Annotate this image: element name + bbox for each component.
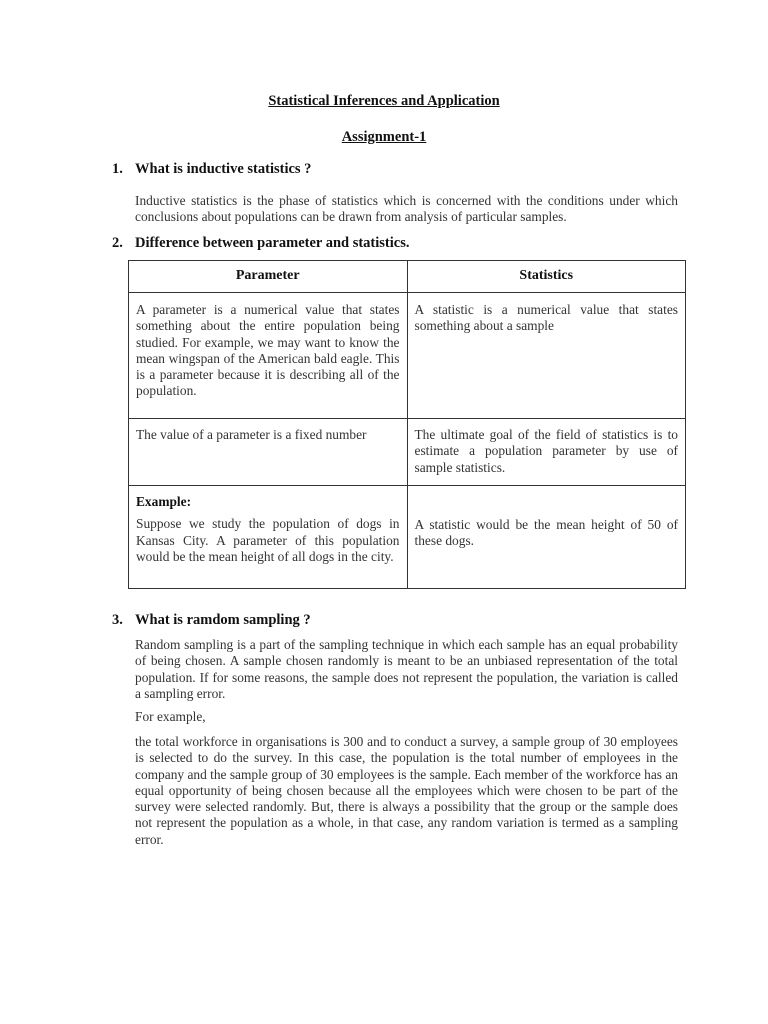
assignment-subtitle: Assignment-1 [341,129,427,145]
question-2-heading [112,235,410,252]
row-3-parameter-text: Suppose we study the population of dogs in Kansas City. A parameter of this population would be the mean height of all dogs in the city. [136,516,400,564]
table-header-row [129,261,686,293]
question-3-heading [112,612,311,629]
question-3-number: 3. [112,612,123,628]
question-1-number: 1. [112,161,123,177]
header-parameter: Parameter [129,261,408,293]
question-3-paragraph-2: For example, [135,709,206,724]
header-statistics: Statistics [407,261,686,293]
row-3-statistics: A statistic would be the mean height of 50 of these dogs. [407,486,686,589]
table-row [129,486,686,589]
question-3-paragraph-1: Random sampling is a part of the sampling technique in which each sample has an equal probability of being chosen. A sample chosen randomly is meant to be an unbiased representation of the total population. If for some reasons, the sample does not represent the population, the variation is called a sampling error. [135,637,678,701]
document-title: Statistical Inferences and Application [268,93,500,109]
row-3-parameter [129,486,408,589]
row-2-parameter: The value of a parameter is a fixed number [129,419,408,486]
question-3-paragraph-3: the total workforce in organisations is 300 and to conduct a survey, a sample group of 30 employees is selected to do the survey. In this case, the population is the total number of employees in the company and the sample group of 30 employees is the sample. Each member of the workforce has an equal opportunity of being chosen because all the employees which were chosen to be part of the survey were selected randomly. But, there is always a possibility that the group or the sample does not represent the population as a whole, in that case, any random variation is termed as a sampling error. [135,734,678,847]
question-1-heading [112,161,311,178]
example-label: Example: [136,494,192,509]
question-2-text: Difference between parameter and statistics. [135,235,410,251]
table-row [129,293,686,419]
question-1-text: What is inductive statistics ? [135,161,312,177]
question-3-text: What is ramdom sampling ? [135,612,311,628]
parameter-statistics-table [128,260,686,589]
row-1-parameter: A parameter is a numerical value that states something about the entire population being studied. For example, we may want to know the mean wingspan of the American bald eagle. This is a parameter because it is describing all of the population. [129,293,408,419]
row-2-statistics: The ultimate goal of the field of statistics is to estimate a population parameter by use of sample statistics. [407,419,686,486]
table-row [129,419,686,486]
question-1-answer: Inductive statistics is the phase of statistics which is concerned with the conditions under which conclusions about populations can be drawn from analysis of particular samples. [135,193,678,225]
row-1-statistics: A statistic is a numerical value that states something about a sample [407,293,686,419]
question-2-number: 2. [112,235,123,251]
